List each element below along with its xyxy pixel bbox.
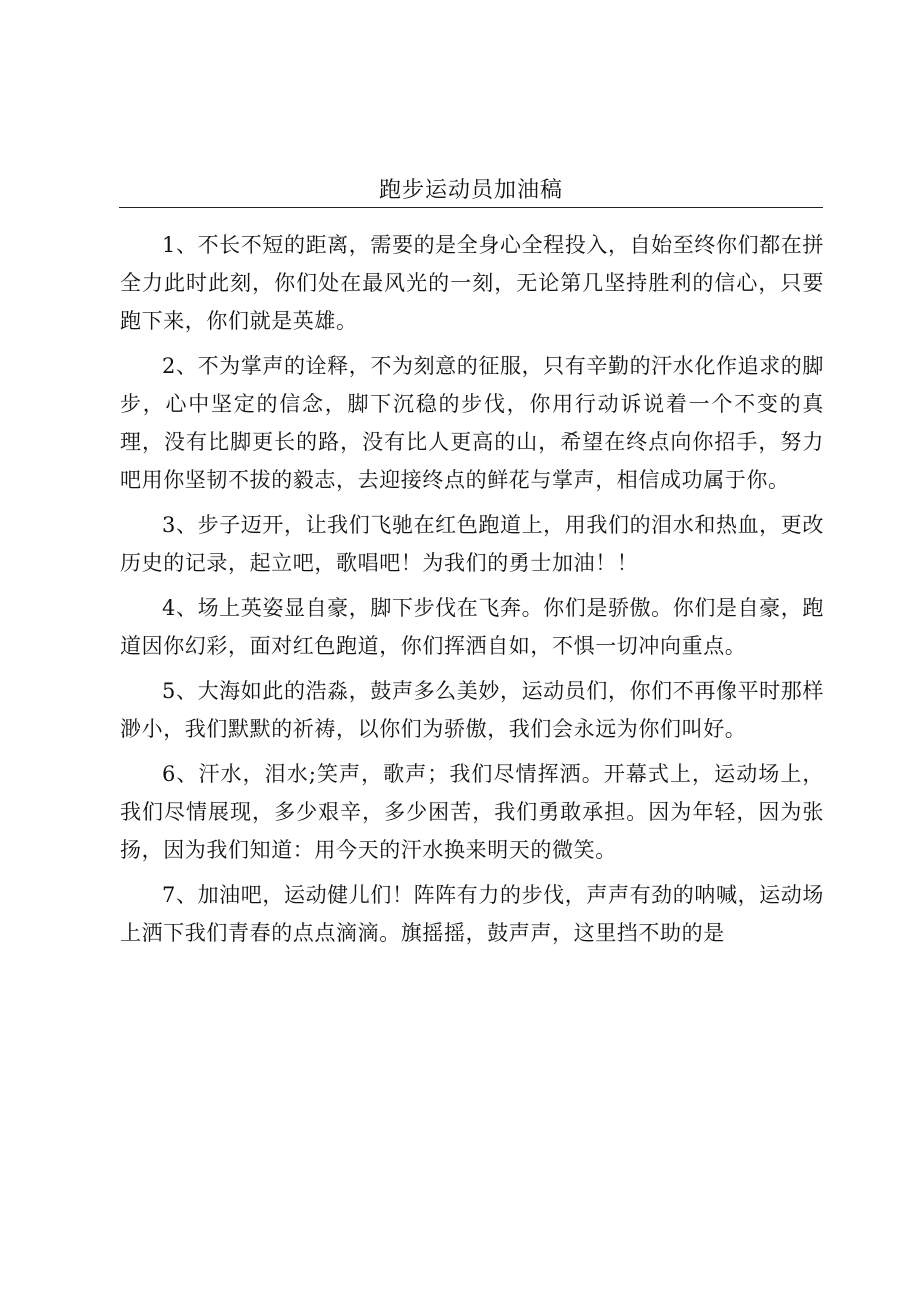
paragraph-1: 1、不长不短的距离，需要的是全身心全程投入，自始至终你们都在拼全力此时此刻，你们处在最风光的一刻，无论第几坚持胜利的信心，只要跑下来，你们就是英雄。 xyxy=(120,233,824,333)
paragraph-3: 3、步子迈开，让我们飞驰在红色跑道上，用我们的泪水和热血，更改历史的记录，起立吧，歌唱吧！为我们的勇士加油！！ xyxy=(120,513,824,575)
paragraph-4: 4、场上英姿显自豪，脚下步伐在飞奔。你们是骄傲。你们是自豪，跑道因你幻彩，面对红色跑道，你们挥洒自如，不惧一切冲向重点。 xyxy=(120,596,824,658)
document-title: 跑步运动员加油稿 xyxy=(378,178,563,203)
paragraph-2: 2、不为掌声的诠释，不为刻意的征服，只有辛勤的汗水化作追求的脚步，心中坚定的信念，脚下沉稳的步伐，你用行动诉说着一个不变的真理，没有比脚更长的路，没有比人更高的山，希望在终点向你招手，努力吧用你坚韧不拔的毅志，去迎接终点的鲜花与掌声，相信成功属于你。 xyxy=(120,354,824,492)
title-underline xyxy=(119,207,823,208)
paragraph-5: 5、大海如此的浩淼，鼓声多么美妙，运动员们，你们不再像平时那样渺小，我们默默的祈祷，以你们为骄傲，我们会永远为你们叫好。 xyxy=(120,679,824,741)
paragraph-6: 6、汗水，泪水;笑声，歌声；我们尽情挥洒。开幕式上，运动场上，我们尽情展现，多少艰辛，多少困苦，我们勇敢承担。因为年轻，因为张扬，因为我们知道：用今天的汗水换来明天的微笑。 xyxy=(120,762,824,862)
paragraph-7: 7、加油吧，运动健儿们！阵阵有力的步伐，声声有劲的呐喊，运动场上洒下我们青春的点点滴滴。旗摇摇，鼓声声，这里挡不助的是 xyxy=(120,883,824,945)
document-body xyxy=(120,226,824,959)
